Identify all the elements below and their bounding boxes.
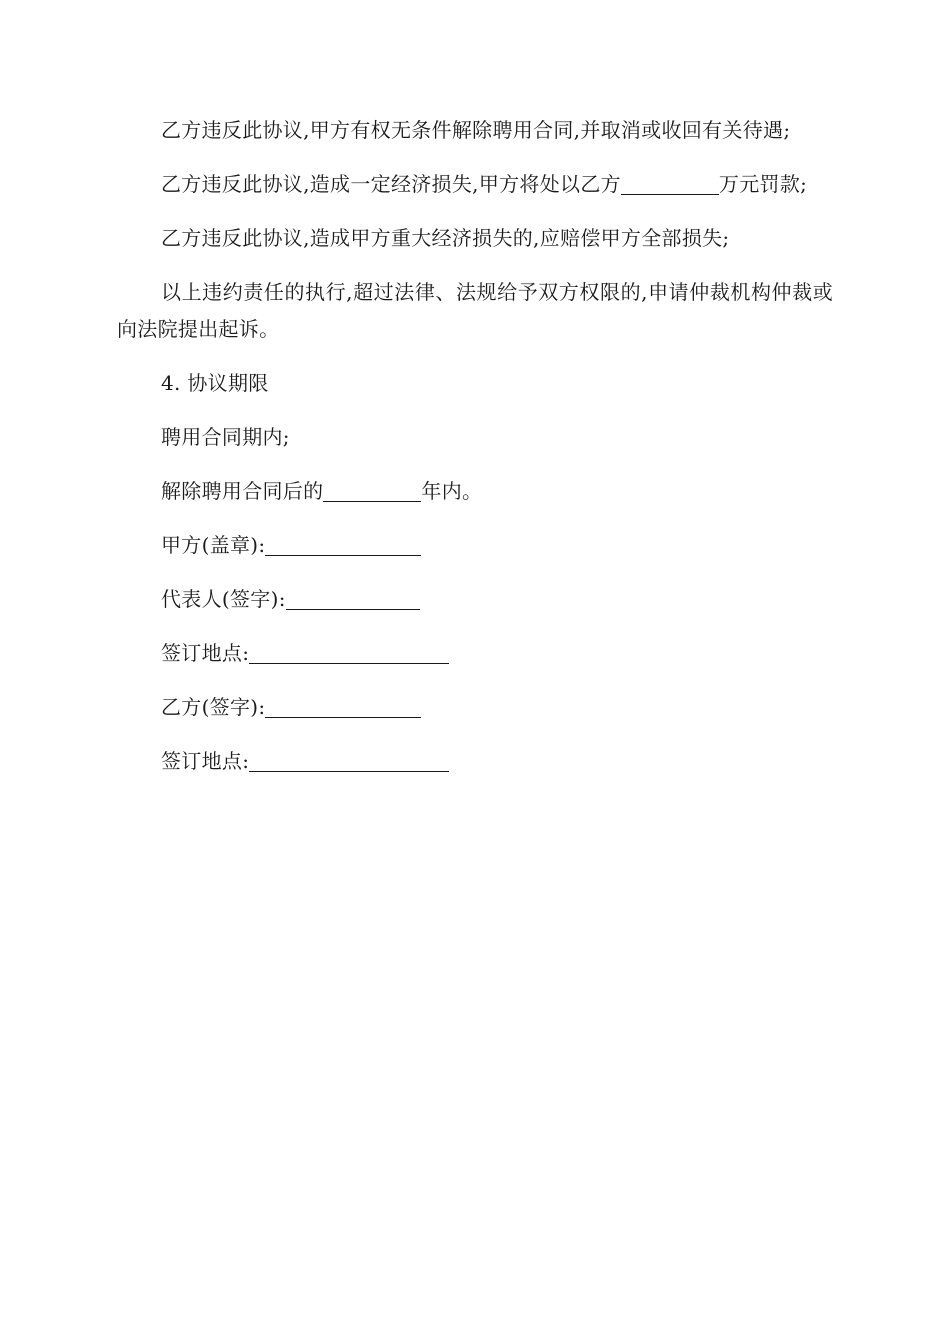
representative-signature-blank [286, 587, 420, 610]
signing-place-b [161, 743, 833, 780]
term-item-after-text-after: 年内。 [421, 479, 483, 503]
signing-place-a-blank [249, 641, 449, 664]
signature-party-b [161, 689, 833, 726]
term-item-contract-period: 聘用合同期内; [161, 425, 290, 449]
party-a-label: 甲方(盖章): [161, 533, 266, 557]
signature-representative [161, 581, 833, 618]
signing-place-a-label: 签订地点: [161, 641, 250, 665]
party-b-label: 乙方(签字): [161, 695, 266, 719]
clause-compensation [117, 220, 833, 257]
document-body [117, 112, 833, 797]
signing-place-b-blank [249, 749, 449, 772]
clause-arbitration [117, 274, 833, 348]
clause-fine-text-after: 万元罚款; [718, 172, 808, 196]
clause-arbitration-text: 以上违约责任的执行,超过法律、法规给予双方权限的,申请仲裁机构仲裁或向法院提出起诉。 [117, 280, 833, 341]
party-a-seal-blank [265, 533, 421, 556]
clause-fine [117, 166, 833, 203]
term-heading: 4. 协议期限 [161, 371, 269, 395]
signature-party-a [161, 527, 833, 564]
term-item-after-termination [161, 473, 833, 510]
years-blank [323, 479, 421, 502]
term-item-after-text-before: 解除聘用合同后的 [161, 479, 324, 503]
signing-place-a [161, 635, 833, 672]
representative-label: 代表人(签字): [161, 587, 286, 611]
clause-termination-text: 乙方违反此协议,甲方有权无条件解除聘用合同,并取消或收回有关待遇; [161, 118, 791, 142]
clause-termination [117, 112, 833, 149]
fine-amount-blank [621, 172, 719, 195]
party-b-signature-blank [265, 695, 421, 718]
signing-place-b-label: 签订地点: [161, 749, 250, 773]
clause-fine-text-before: 乙方违反此协议,造成一定经济损失,甲方将处以乙方 [161, 172, 621, 196]
clause-compensation-text: 乙方违反此协议,造成甲方重大经济损失的,应赔偿甲方全部损失; [161, 226, 730, 250]
